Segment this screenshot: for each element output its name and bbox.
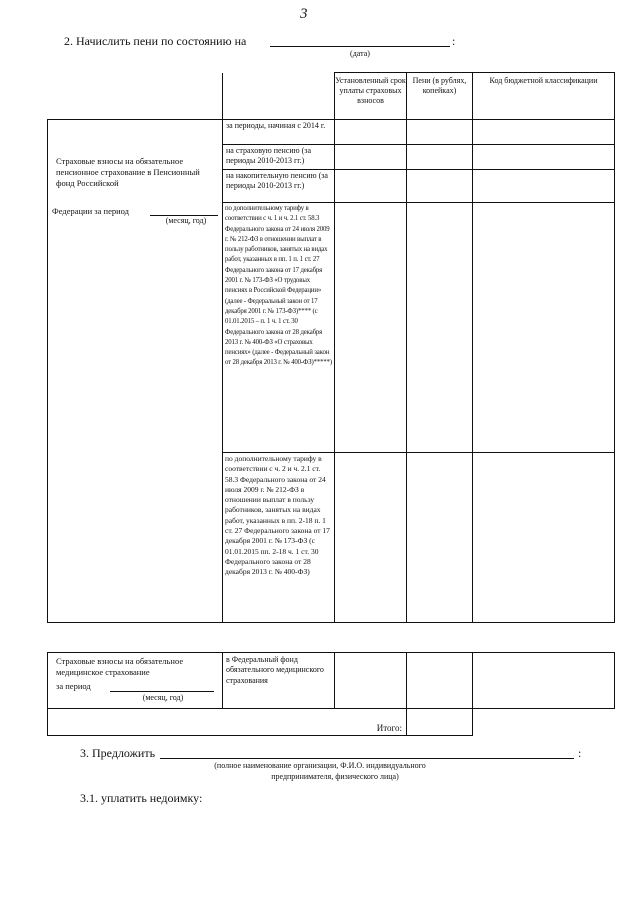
deadline-cell[interactable]	[335, 120, 407, 145]
total-label-cell	[48, 709, 407, 736]
deadline-cell[interactable]	[335, 203, 407, 453]
table-row	[48, 653, 615, 709]
section-3-title: 3. Предложить	[80, 746, 156, 760]
budget-code-cell[interactable]	[473, 145, 615, 170]
header-penalty: Пени (в рублях, копейках)	[407, 73, 473, 120]
recipient-caption-line2: предпринимателя, физического лица)	[271, 772, 399, 781]
penalty-cell[interactable]	[407, 120, 473, 145]
row-label: за периоды, начиная с 2014 г.	[223, 120, 335, 145]
section-3-1-title: 3.1. уплатить недоимку:	[80, 791, 203, 805]
budget-code-cell[interactable]	[473, 653, 615, 709]
medical-label: Страховые взносы на обязательное медицинское страхование	[56, 656, 184, 677]
budget-code-cell[interactable]	[473, 170, 615, 203]
date-caption: (дата)	[350, 49, 370, 58]
budget-code-cell[interactable]	[473, 120, 615, 145]
recipient-caption-line1: (полное наименование организации, Ф.И.О. индивидуального	[214, 761, 426, 770]
pension-period-label: Федерации за период	[52, 206, 129, 216]
penalty-cell[interactable]	[407, 145, 473, 170]
section-2-title: 2. Начислить пени по состоянию на	[64, 34, 247, 48]
medical-label-cell	[48, 653, 223, 709]
total-label: Итого:	[376, 723, 402, 733]
header-budget-code: Код бюджетной классификации	[473, 73, 615, 120]
row-label: на страховую пенсию (за периоды 2010-2013 гг.)	[223, 145, 335, 170]
row-label: по дополнительному тарифу в соответствии с ч. 2 и ч. 2.1 ст. 58.3 Федерального закона от 24 июля 2009 г. № 212-ФЗ в отношении выплат в пользу работников, занятых на видах работ, указанных в пп. 2-18 п. 1 ст. 27 Федерального закона от 17 декабря 2001 г. № 173-ФЗ (с 01.01.2015 пп. 2-18 ч. 1 ст. 30 Федерального закона от 28 декабря 2013 г. № 400-ФЗ)	[223, 453, 335, 623]
page-number: 3	[300, 6, 308, 22]
pension-label-cell	[48, 120, 223, 623]
table-row	[48, 120, 615, 145]
medical-period-label: за период	[56, 681, 91, 691]
penalty-cell[interactable]	[407, 653, 473, 709]
total-empty-cell	[473, 709, 615, 736]
date-colon: :	[452, 34, 456, 48]
fund-cell: в Федеральный фонд обязательного медицинского страхования	[223, 653, 335, 709]
medical-contributions-table	[47, 652, 615, 736]
medical-period-caption: (месяц, год)	[142, 693, 184, 702]
penalty-cell[interactable]	[407, 203, 473, 453]
budget-code-cell[interactable]	[473, 453, 615, 623]
row-label: на накопительную пенсию (за периоды 2010-2013 гг.)	[223, 170, 335, 203]
total-row	[48, 709, 615, 736]
pension-period-caption: (месяц, год)	[165, 216, 207, 225]
budget-code-cell[interactable]	[473, 203, 615, 453]
header-empty-left	[48, 73, 223, 120]
table-header-row	[48, 73, 615, 120]
row-label: по дополнительному тарифу в соответствии с ч. 1 и ч. 2.1 ст. 58.3 Федерального закона от 24 июля 2009 г. № 212-ФЗ в отношении выплат в пользу работников, занятых на видах работ, указанных в пп. 1 п. 1 ст. 27 Федерального закона от 17 декабря 2001 г. № 173-ФЗ «О трудовых пенсиях в Российской Федерации» (далее - Федеральный закон от 17 декабря 2001 г. № 173-ФЗ)**** (с 01.01.2015 – п. 1 ч. 1 ст. 30 Федерального закона от 28 декабря 2013 г. № 400-ФЗ «О страховых пенсиях» (далее - Федеральный закон от 28 декабря 2013 г. № 400-ФЗ)*****)	[223, 203, 335, 453]
deadline-cell[interactable]	[335, 145, 407, 170]
penalty-cell[interactable]	[407, 170, 473, 203]
recipient-name-field[interactable]	[160, 758, 574, 759]
deadline-cell[interactable]	[335, 453, 407, 623]
recipient-colon: :	[578, 746, 582, 760]
total-penalty-cell[interactable]	[407, 709, 473, 736]
pension-contributions-table	[47, 72, 615, 623]
deadline-cell[interactable]	[335, 170, 407, 203]
deadline-cell[interactable]	[335, 653, 407, 709]
penalty-cell[interactable]	[407, 453, 473, 623]
date-field[interactable]	[270, 34, 450, 47]
pension-label: Страховые взносы на обязательное пенсионное страхование в Пенсионный фонд Российской	[56, 156, 200, 188]
header-empty-middle	[223, 73, 335, 120]
header-deadline: Установленный срок уплаты страховых взносов	[335, 73, 407, 120]
medical-period-field[interactable]	[110, 691, 214, 692]
